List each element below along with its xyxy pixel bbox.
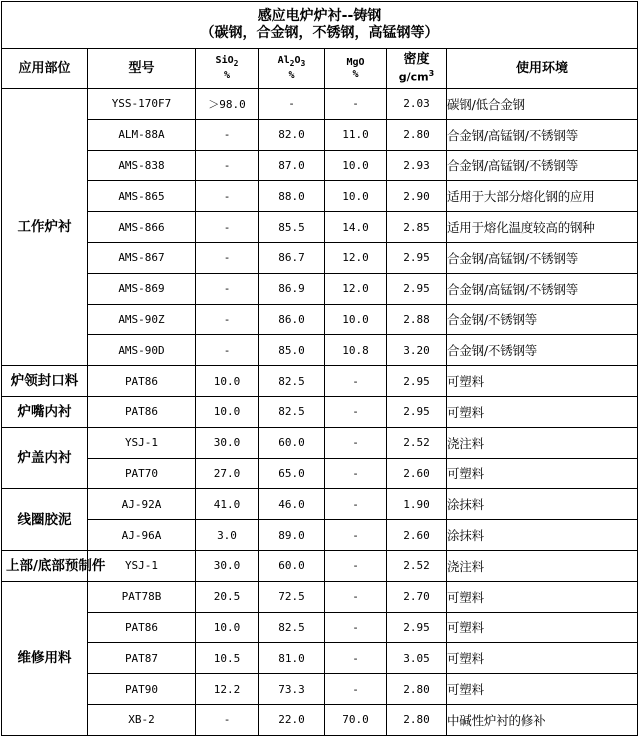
cell-environment: 可塑料 bbox=[447, 581, 638, 612]
cell-mgo: 10.0 bbox=[325, 181, 387, 212]
cell-model: PAT86 bbox=[88, 366, 196, 397]
cell-al2o3: 88.0 bbox=[259, 181, 325, 212]
cell-mgo: 12.0 bbox=[325, 273, 387, 304]
cell-al2o3: 85.5 bbox=[259, 212, 325, 243]
sio2-base: SiO bbox=[215, 55, 234, 66]
cell-sio2: 30.0 bbox=[196, 427, 259, 458]
cell-mgo: - bbox=[325, 612, 387, 643]
cell-al2o3: 73.3 bbox=[259, 674, 325, 705]
cell-mgo: 14.0 bbox=[325, 212, 387, 243]
cell-al2o3: 22.0 bbox=[259, 704, 325, 735]
cell-al2o3: 72.5 bbox=[259, 581, 325, 612]
cell-al2o3: 82.5 bbox=[259, 612, 325, 643]
cell-environment: 碳钢/低合金钢 bbox=[447, 89, 638, 120]
cell-environment: 合金钢/高锰钢/不锈钢等 bbox=[447, 150, 638, 181]
cell-model: PAT90 bbox=[88, 674, 196, 705]
sio2-sub: 2 bbox=[233, 59, 239, 68]
cell-sio2: - bbox=[196, 150, 259, 181]
cell-al2o3: 85.0 bbox=[259, 335, 325, 366]
group-label: 炉嘴内衬 bbox=[2, 396, 88, 427]
cell-environment: 可塑料 bbox=[447, 458, 638, 489]
table-row bbox=[2, 458, 638, 489]
cell-density: 3.05 bbox=[387, 643, 447, 674]
cell-environment: 浇注料 bbox=[447, 550, 638, 581]
cell-model: AMS-90Z bbox=[88, 304, 196, 335]
cell-al2o3: 60.0 bbox=[259, 550, 325, 581]
cell-al2o3: 89.0 bbox=[259, 520, 325, 551]
cell-mgo: - bbox=[325, 458, 387, 489]
cell-mgo: - bbox=[325, 489, 387, 520]
cell-density: 2.60 bbox=[387, 520, 447, 551]
header-row bbox=[2, 49, 638, 89]
cell-environment: 可塑料 bbox=[447, 674, 638, 705]
cell-al2o3: 86.0 bbox=[259, 304, 325, 335]
table-row bbox=[2, 520, 638, 551]
header-application: 应用部位 bbox=[2, 49, 88, 89]
cell-density: 2.03 bbox=[387, 89, 447, 120]
table-row bbox=[2, 704, 638, 735]
cell-density: 2.60 bbox=[387, 458, 447, 489]
group-label: 线圈胶泥 bbox=[2, 489, 88, 551]
al2o3-base1: Al bbox=[277, 55, 290, 66]
cell-model: PAT78B bbox=[88, 581, 196, 612]
cell-al2o3: 65.0 bbox=[259, 458, 325, 489]
cell-al2o3: 81.0 bbox=[259, 643, 325, 674]
cell-density: 2.70 bbox=[387, 581, 447, 612]
header-density bbox=[387, 49, 447, 89]
cell-density: 2.88 bbox=[387, 304, 447, 335]
cell-environment: 可塑料 bbox=[447, 643, 638, 674]
table-row bbox=[2, 612, 638, 643]
cell-model: YSJ-1 bbox=[88, 427, 196, 458]
table-title bbox=[2, 2, 638, 49]
group-label: 炉盖内衬 bbox=[2, 427, 88, 489]
cell-mgo: 11.0 bbox=[325, 119, 387, 150]
mgo-unit: % bbox=[352, 68, 359, 80]
table-row bbox=[2, 304, 638, 335]
cell-sio2: 27.0 bbox=[196, 458, 259, 489]
cell-sio2: 10.0 bbox=[196, 396, 259, 427]
cell-mgo: 12.0 bbox=[325, 242, 387, 273]
density-unit-base: g/cm bbox=[398, 70, 429, 84]
cell-model: PAT86 bbox=[88, 612, 196, 643]
cell-density: 2.85 bbox=[387, 212, 447, 243]
cell-al2o3: 82.5 bbox=[259, 396, 325, 427]
table-row bbox=[2, 643, 638, 674]
cell-density: 2.80 bbox=[387, 704, 447, 735]
cell-environment: 涂抹料 bbox=[447, 520, 638, 551]
header-al2o3 bbox=[259, 49, 325, 89]
mgo-base: MgO bbox=[346, 56, 365, 68]
cell-al2o3: - bbox=[259, 89, 325, 120]
cell-mgo: - bbox=[325, 674, 387, 705]
cell-sio2: - bbox=[196, 119, 259, 150]
cell-density: 2.80 bbox=[387, 674, 447, 705]
cell-density: 2.95 bbox=[387, 612, 447, 643]
cell-mgo: - bbox=[325, 366, 387, 397]
table-row bbox=[2, 273, 638, 304]
header-sio2 bbox=[196, 49, 259, 89]
cell-mgo: - bbox=[325, 643, 387, 674]
group-label: 炉领封口料 bbox=[2, 366, 88, 397]
cell-density: 2.52 bbox=[387, 427, 447, 458]
al2o3-sub1: 2 bbox=[289, 59, 295, 68]
cell-model: YSJ-1 bbox=[88, 550, 196, 581]
cell-density: 2.95 bbox=[387, 273, 447, 304]
cell-model: AMS-838 bbox=[88, 150, 196, 181]
table-body bbox=[2, 89, 638, 736]
table-row bbox=[2, 427, 638, 458]
cell-model: AMS-869 bbox=[88, 273, 196, 304]
cell-density: 2.93 bbox=[387, 150, 447, 181]
al2o3-unit: % bbox=[288, 70, 295, 81]
density-label: 密度 bbox=[403, 51, 430, 67]
cell-environment: 中碱性炉衬的修补 bbox=[447, 704, 638, 735]
cell-al2o3: 82.0 bbox=[259, 119, 325, 150]
cell-mgo: - bbox=[325, 550, 387, 581]
group-label: 维修用料 bbox=[2, 581, 88, 735]
cell-al2o3: 87.0 bbox=[259, 150, 325, 181]
cell-environment: 合金钢/高锰钢/不锈钢等 bbox=[447, 119, 638, 150]
cell-al2o3: 86.7 bbox=[259, 242, 325, 273]
cell-model: ALM-88A bbox=[88, 119, 196, 150]
cell-mgo: 70.0 bbox=[325, 704, 387, 735]
cell-sio2: 3.0 bbox=[196, 520, 259, 551]
table-row bbox=[2, 581, 638, 612]
header-mgo bbox=[325, 49, 387, 89]
cell-environment: 合金钢/高锰钢/不锈钢等 bbox=[447, 242, 638, 273]
table-row bbox=[2, 489, 638, 520]
cell-mgo: - bbox=[325, 581, 387, 612]
table-row bbox=[2, 181, 638, 212]
cell-model: XB-2 bbox=[88, 704, 196, 735]
cell-environment: 可塑料 bbox=[447, 396, 638, 427]
cell-sio2: - bbox=[196, 181, 259, 212]
cell-model: AMS-867 bbox=[88, 242, 196, 273]
table-row bbox=[2, 212, 638, 243]
cell-sio2: - bbox=[196, 335, 259, 366]
cell-mgo: - bbox=[325, 520, 387, 551]
cell-environment: 浇注料 bbox=[447, 427, 638, 458]
header-environment: 使用环境 bbox=[447, 49, 638, 89]
table-row bbox=[2, 119, 638, 150]
cell-model: AJ-96A bbox=[88, 520, 196, 551]
cell-environment: 合金钢/高锰钢/不锈钢等 bbox=[447, 273, 638, 304]
table-row bbox=[2, 366, 638, 397]
cell-model: AJ-92A bbox=[88, 489, 196, 520]
cell-density: 2.95 bbox=[387, 242, 447, 273]
cell-density: 2.90 bbox=[387, 181, 447, 212]
cell-sio2: 20.5 bbox=[196, 581, 259, 612]
cell-mgo: 10.8 bbox=[325, 335, 387, 366]
table-row bbox=[2, 335, 638, 366]
table-row bbox=[2, 674, 638, 705]
cell-environment: 适用于熔化温度较高的钢种 bbox=[447, 212, 638, 243]
cell-sio2: 10.5 bbox=[196, 643, 259, 674]
cell-density: 3.20 bbox=[387, 335, 447, 366]
cell-density: 2.95 bbox=[387, 396, 447, 427]
cell-mgo: 10.0 bbox=[325, 304, 387, 335]
table-row bbox=[2, 89, 638, 120]
title-line-1: 感应电炉炉衬--铸钢 bbox=[257, 8, 382, 24]
group-label: 工作炉衬 bbox=[2, 89, 88, 366]
cell-mgo: - bbox=[325, 396, 387, 427]
header-model: 型号 bbox=[88, 49, 196, 89]
cell-mgo: - bbox=[325, 89, 387, 120]
cell-sio2: - bbox=[196, 704, 259, 735]
table-row bbox=[2, 396, 638, 427]
cell-environment: 适用于大部分熔化钢的应用 bbox=[447, 181, 638, 212]
cell-environment: 可塑料 bbox=[447, 612, 638, 643]
cell-environment: 涂抹料 bbox=[447, 489, 638, 520]
group-label: 上部/底部预制件 bbox=[2, 550, 88, 581]
cell-sio2: - bbox=[196, 304, 259, 335]
cell-environment: 合金钢/不锈钢等 bbox=[447, 335, 638, 366]
cell-model: PAT70 bbox=[88, 458, 196, 489]
cell-environment: 可塑料 bbox=[447, 366, 638, 397]
cell-model: YSS-170F7 bbox=[88, 89, 196, 120]
cell-sio2: - bbox=[196, 212, 259, 243]
cell-environment: 合金钢/不锈钢等 bbox=[447, 304, 638, 335]
cell-density: 2.80 bbox=[387, 119, 447, 150]
cell-sio2: 41.0 bbox=[196, 489, 259, 520]
cell-sio2: - bbox=[196, 242, 259, 273]
table-row bbox=[2, 242, 638, 273]
cell-mgo: 10.0 bbox=[325, 150, 387, 181]
cell-sio2: - bbox=[196, 273, 259, 304]
al2o3-base2: O bbox=[294, 55, 301, 66]
cell-model: PAT87 bbox=[88, 643, 196, 674]
table-row bbox=[2, 150, 638, 181]
cell-density: 2.52 bbox=[387, 550, 447, 581]
cell-al2o3: 60.0 bbox=[259, 427, 325, 458]
cell-density: 1.90 bbox=[387, 489, 447, 520]
cell-sio2: ＞98.0 bbox=[196, 89, 259, 120]
refractory-table bbox=[1, 1, 638, 736]
cell-model: AMS-90D bbox=[88, 335, 196, 366]
cell-al2o3: 82.5 bbox=[259, 366, 325, 397]
cell-sio2: 10.0 bbox=[196, 612, 259, 643]
cell-sio2: 10.0 bbox=[196, 366, 259, 397]
cell-al2o3: 86.9 bbox=[259, 273, 325, 304]
cell-density: 2.95 bbox=[387, 366, 447, 397]
cell-model: AMS-866 bbox=[88, 212, 196, 243]
cell-al2o3: 46.0 bbox=[259, 489, 325, 520]
title-line-2: （碳钢，合金钢，不锈钢，高锰钢等） bbox=[200, 25, 439, 41]
density-unit-sup: 3 bbox=[428, 68, 435, 78]
cell-mgo: - bbox=[325, 427, 387, 458]
title-row bbox=[2, 2, 638, 49]
al2o3-sub2: 3 bbox=[300, 59, 306, 68]
table-row bbox=[2, 550, 638, 581]
cell-model: PAT86 bbox=[88, 396, 196, 427]
sio2-unit: % bbox=[223, 70, 231, 81]
cell-model: AMS-865 bbox=[88, 181, 196, 212]
cell-sio2: 30.0 bbox=[196, 550, 259, 581]
cell-sio2: 12.2 bbox=[196, 674, 259, 705]
